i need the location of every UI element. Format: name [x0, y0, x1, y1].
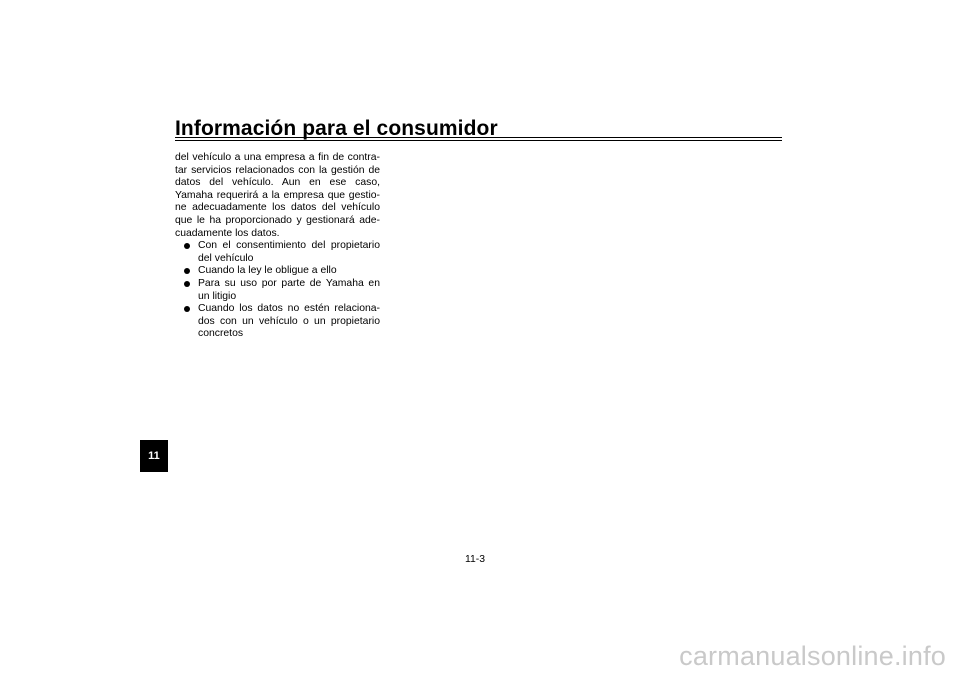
body-text	[175, 152, 380, 341]
paragraph-line: datos del vehículo. Aun en ese caso,	[175, 177, 380, 189]
header-rule	[175, 137, 782, 141]
list-item-line: Para su uso por parte de Yamaha en	[198, 277, 380, 289]
list-item-line: concretos	[198, 328, 244, 340]
paragraph-line: tar servicios relacionados con la gestión de	[175, 164, 380, 176]
page-number: 11-3	[465, 554, 486, 565]
bullet-icon	[184, 306, 190, 312]
list-item-line: Cuando la ley le obligue a ello	[198, 265, 337, 277]
list-item	[175, 240, 380, 265]
paragraph-line: que le ha proporcionado y gestionará ade-	[175, 214, 380, 226]
paragraph-line: Yamaha requerirá a la empresa que gestio-	[175, 189, 380, 201]
paragraph-line: ne adecuadamente los datos del vehículo	[175, 202, 380, 214]
list-item	[175, 303, 380, 341]
intro-paragraph	[175, 152, 380, 240]
list-item-line: Con el consentimiento del propietario	[198, 240, 380, 252]
list-item-line: del vehículo	[198, 252, 254, 264]
list-item	[175, 278, 380, 303]
bullet-icon	[184, 268, 190, 274]
bullet-icon	[184, 243, 190, 249]
page-title: Información para el consumidor	[175, 117, 498, 140]
list-item	[175, 265, 380, 278]
list-item-line: dos con un vehículo o un propietario	[198, 315, 380, 327]
paragraph-line: del vehículo a una empresa a fin de contra-	[175, 152, 380, 163]
list-item-line: Cuando los datos no estén relaciona-	[198, 303, 380, 315]
list-item-line: un litigio	[198, 290, 237, 302]
paragraph-line: cuadamente los datos.	[175, 227, 280, 239]
bullet-list	[175, 240, 380, 341]
bullet-icon	[184, 281, 190, 287]
chapter-tab: 11	[140, 440, 168, 472]
watermark: carmanualsonline.info	[679, 641, 946, 671]
